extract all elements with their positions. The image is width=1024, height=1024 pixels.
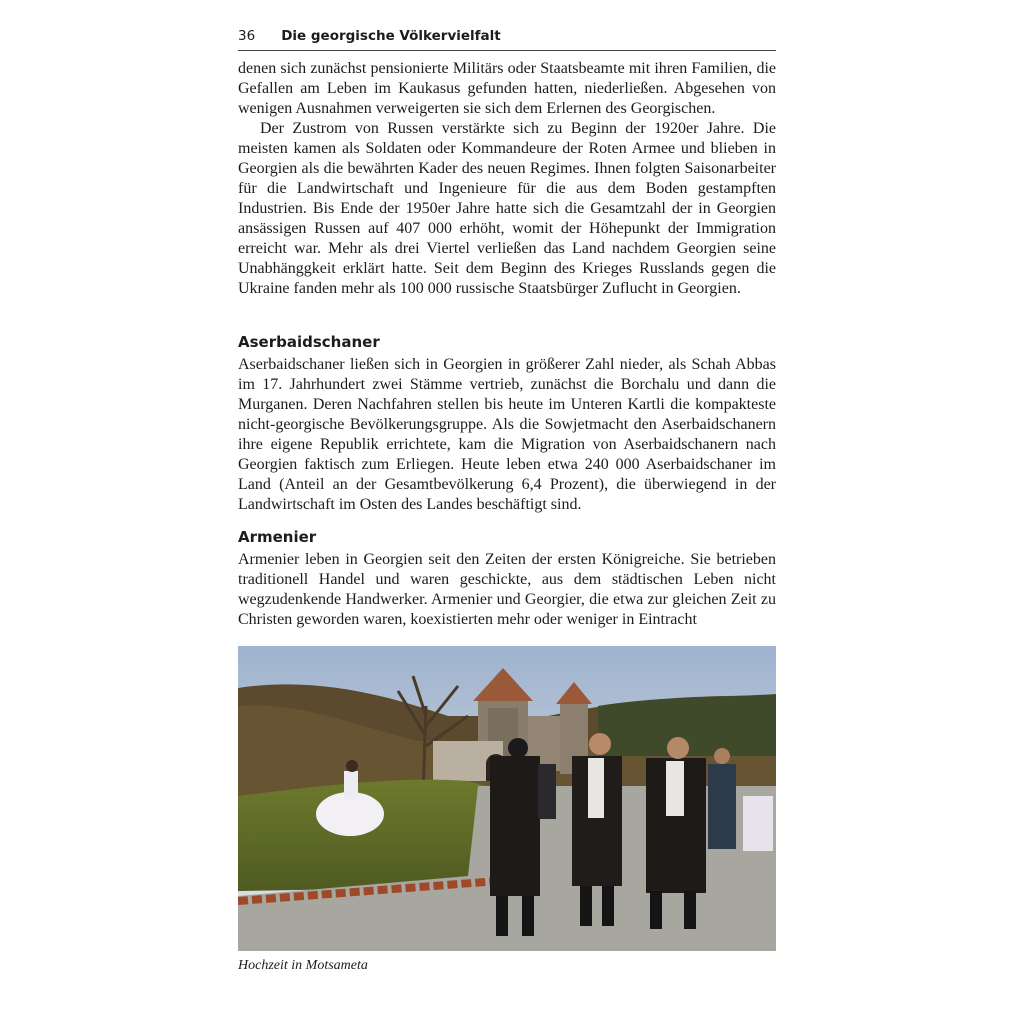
running-header — [238, 28, 776, 51]
page-number: 36 — [238, 28, 256, 44]
section-heading-azerbaijanis: Aserbaidschaner — [238, 333, 380, 351]
page-text-column — [238, 28, 776, 630]
wedding-photo — [238, 646, 776, 951]
paragraph-azerbaijanis: Aserbaidschaner ließen sich in Georgien in größerer Zahl nieder, als Schah Abbas im 17. Jahrhundert zwei Stämme vertrieb, zunächst die Borchalu und dann die Murganen. Deren Nachfahren stellen bis heute im Unteren Kartli die kompakteste nicht-georgische Bevölkerungsgruppe. Als die Sowjetmacht den Aserbaidschanern ihre eigene Republik errichtete, kam die Migration von Aserbaidschanern nach Georgien faktisch zum Erliegen. Heute leben etwa 240 000 Aserbaidschaner im Land (Anteil an der Gesamtbevölkerung 6,4 Prozent), die überwiegend in der Landwirtschaft im Osten des Landes beschäftigt sind. — [238, 356, 776, 513]
section-heading-armenians: Armenier — [238, 528, 317, 546]
photo-caption: Hochzeit in Motsameta — [238, 958, 368, 973]
paragraph-continued: denen sich zunächst pensionierte Militärs oder Staatsbeamte mit ihren Familien, die Gefallen am Leben im Kaukasus gefunden hatten, niederließen. Abgesehen von wenigen Ausnahmen verweigerten sie sich dem Erlernen des Georgischen. — [238, 60, 776, 117]
paragraph-armenians: Armenier leben in Georgien seit den Zeiten der ersten Königreiche. Sie betrieben traditionell Handel und waren geschickte, aus dem städtischen Leben nicht wegzudenkende Handwerker. Armenier und Georgier, die etwa zur gleichen Zeit zu Christen geworden waren, koexistierten mehr oder weniger in Eintracht — [238, 551, 776, 628]
running-title: Die georgische Völkervielfalt — [281, 28, 501, 44]
paragraph-russians: Der Zustrom von Russen verstärkte sich zu Beginn der 1920er Jahre. Die meisten kamen als Soldaten oder Kommandeure der Roten Armee und blieben in Georgien als die bewährten Kader des neuen Regimes. Ihnen folgten Saisonarbeiter für die Landwirtschaft und Ingenieure für die aus dem Boden gestampften Industrien. Bis Ende der 1950er Jahre hatte sich die Gesamtzahl der in Georgien ansässigen Russen auf 407 000 erhöht, womit der Höhepunkt der Immigration erreicht war. Mehr als drei Viertel verließen das Land nachdem Georgien seine Unabhänggkeit erklärt hatte. Seit dem Beginn des Krieges Russlands gegen die Ukraine fanden mehr als 100 000 russische Staatsbürger Zuflucht in Georgien. — [238, 120, 776, 297]
